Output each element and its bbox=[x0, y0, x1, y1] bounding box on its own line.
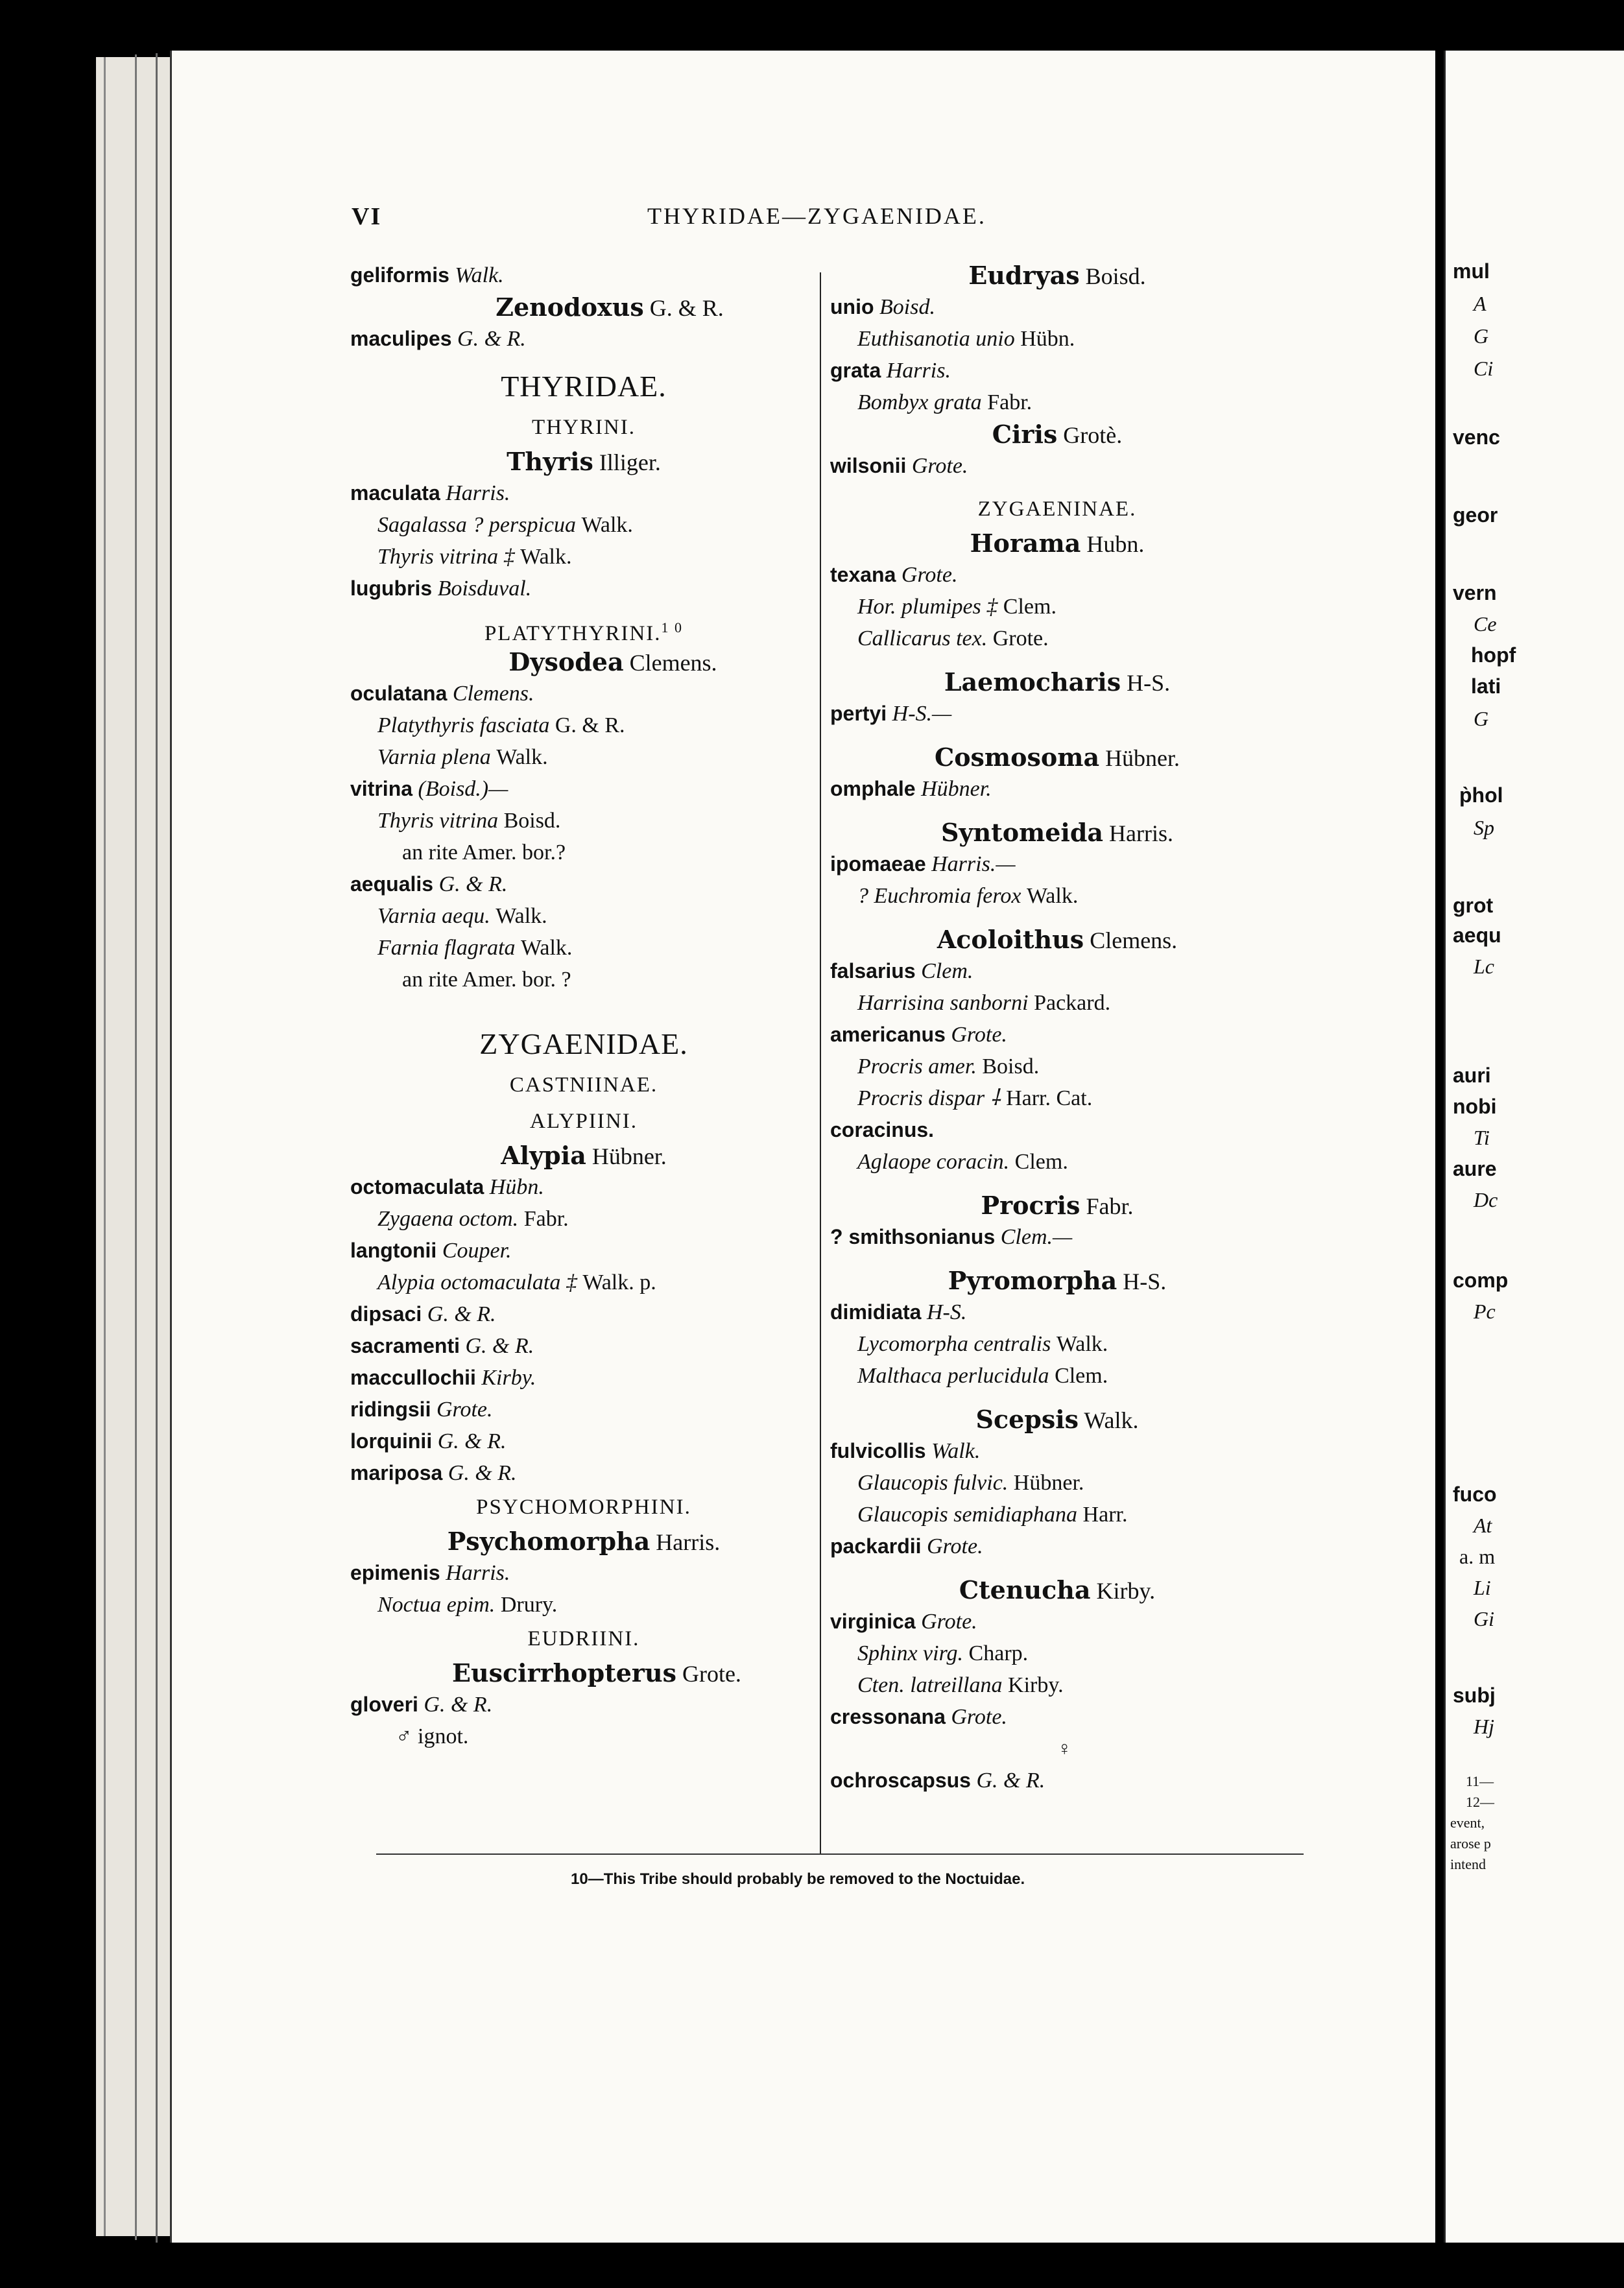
synonym-entry: Aglaope coracin. Clem. bbox=[857, 1150, 1068, 1174]
subfamily-heading: CASTNIINAE. bbox=[509, 1073, 658, 1097]
next-page-text: aequ bbox=[1453, 924, 1501, 947]
genus-heading: Syntomeida Harris. bbox=[940, 818, 1174, 847]
genus-heading: Ciris Grotè. bbox=[992, 420, 1123, 449]
species-entry: geliformis Walk. bbox=[350, 263, 504, 287]
species-entry: ridingsii Grote. bbox=[350, 1398, 493, 1422]
species-entry: ochroscapsus G. & R. bbox=[830, 1769, 1045, 1793]
synonym-entry: Glaucopis fulvic. Hübner. bbox=[857, 1471, 1084, 1495]
species-entry: fulvicollis Walk. bbox=[830, 1439, 981, 1463]
synonym-entry: Zygaena octom. Fabr. bbox=[377, 1207, 569, 1231]
next-page-text: Hj bbox=[1474, 1715, 1494, 1738]
species-entry: dipsaci G. & R. bbox=[350, 1302, 496, 1326]
tribe-heading: PSYCHOMORPHINI. bbox=[476, 1496, 691, 1519]
species-entry: coracinus. bbox=[830, 1118, 935, 1141]
next-page-text: Dc bbox=[1474, 1188, 1498, 1211]
synonym-entry: Platythyris fasciata G. & R. bbox=[377, 713, 625, 737]
species-entry: epimenis Harris. bbox=[350, 1561, 510, 1585]
next-page-text: G bbox=[1474, 324, 1489, 348]
genus-heading: Cosmosoma Hübner. bbox=[934, 743, 1180, 772]
footnote: 10—This Tribe should probably be removed to the Noctuidae. bbox=[571, 1870, 1025, 1888]
species-entry: virginica Grote. bbox=[830, 1610, 977, 1634]
species-entry: gloveri G. & R. bbox=[350, 1693, 493, 1717]
next-page-text: Li bbox=[1474, 1576, 1491, 1599]
genus-heading: Laemocharis H-S. bbox=[944, 667, 1171, 697]
next-page-text: 11— bbox=[1466, 1773, 1494, 1789]
species-entry: maccullochii Kirby. bbox=[350, 1366, 536, 1390]
synonym-entry: Noctua epim. Drury. bbox=[377, 1593, 558, 1617]
genus-heading: Dysodea Clemens. bbox=[508, 647, 717, 676]
synonym-entry: Alypia octomaculata ‡ Walk. p. bbox=[377, 1270, 656, 1294]
synonym-entry: ? Euchromia ferox Walk. bbox=[857, 884, 1079, 908]
next-page-text: Lc bbox=[1474, 955, 1494, 978]
species-entry: lugubris Boisduval. bbox=[350, 577, 532, 601]
page-stack-line bbox=[135, 54, 137, 2240]
next-page-text: p̀hol bbox=[1459, 783, 1503, 807]
synonym-entry: Procris dispar ⸸ Harr. Cat. bbox=[857, 1086, 1093, 1110]
next-page-text: G bbox=[1474, 707, 1489, 730]
genus-heading: Eudryas Boisd. bbox=[968, 261, 1146, 290]
species-entry: octomaculata Hübn. bbox=[350, 1175, 544, 1199]
next-page-text: nobi bbox=[1453, 1095, 1497, 1118]
page-stack-line bbox=[104, 57, 106, 2236]
species-entry: unio Boisd. bbox=[830, 295, 935, 319]
genus-heading: Procris Fabr. bbox=[981, 1191, 1134, 1220]
genus-heading: Ctenucha Kirby. bbox=[959, 1575, 1156, 1604]
species-entry: dimidiata H-S. bbox=[830, 1300, 967, 1324]
genus-heading: Scepsis Walk. bbox=[975, 1405, 1139, 1434]
genus-heading: Alypia Hübner. bbox=[501, 1141, 667, 1170]
subfamily-heading: ZYGAENINAE. bbox=[977, 497, 1137, 521]
species-entry: grata Harris. bbox=[830, 359, 951, 383]
species-entry: vitrina (Boisd.)— bbox=[350, 777, 508, 801]
synonym-entry: Varnia aequ. Walk. bbox=[377, 904, 547, 928]
column-divider bbox=[820, 272, 821, 1855]
species-entry: mariposa G. & R. bbox=[350, 1461, 517, 1485]
next-page-text: grot bbox=[1453, 894, 1494, 917]
genus-heading: Horama Hubn. bbox=[970, 529, 1145, 558]
next-page-text: comp bbox=[1453, 1269, 1509, 1292]
next-page-text: Ce bbox=[1474, 612, 1497, 636]
next-page-text: Gi bbox=[1474, 1607, 1494, 1630]
species-entry: langtonii Couper. bbox=[350, 1239, 512, 1263]
next-page-text: fuco bbox=[1453, 1483, 1497, 1506]
tribe-heading: EUDRIINI. bbox=[527, 1627, 640, 1650]
synonym-entry: Thyris vitrina Boisd. bbox=[377, 809, 561, 833]
next-page-text: Sp bbox=[1474, 816, 1494, 839]
species-entry: sacramenti G. & R. bbox=[350, 1334, 534, 1358]
synonym-entry: Hor. plumipes ‡ Clem. bbox=[857, 595, 1057, 619]
synonym-entry: Farnia flagrata Walk. bbox=[377, 936, 573, 960]
species-entry: maculata Harris. bbox=[350, 481, 510, 505]
synonym-entry: Callicarus tex. Grote. bbox=[857, 626, 1049, 650]
species-entry: ? smithsonianus Clem.— bbox=[830, 1225, 1073, 1249]
next-page-text: vern bbox=[1453, 581, 1497, 604]
next-page-text: subj bbox=[1453, 1684, 1496, 1707]
next-page-text: a. m bbox=[1459, 1545, 1496, 1568]
species-entry: americanus Grote. bbox=[830, 1023, 1007, 1047]
family-heading: THYRIDAE. bbox=[501, 370, 667, 403]
species-entry: pertyi H-S.— bbox=[830, 702, 952, 726]
next-page-text: intend bbox=[1450, 1856, 1486, 1872]
synonym-entry: Malthaca perlucidula Clem. bbox=[857, 1364, 1108, 1388]
family-heading: ZYGAENIDAE. bbox=[479, 1027, 688, 1060]
genus-heading: Psychomorpha Harris. bbox=[447, 1527, 721, 1556]
synonym-entry: Varnia plena Walk. bbox=[377, 745, 548, 769]
species-entry: maculipes G. & R. bbox=[350, 327, 526, 351]
running-head: THYRIDAE—ZYGAENIDAE. bbox=[647, 203, 986, 229]
next-page-text: lati bbox=[1471, 674, 1501, 698]
next-page-text: arose p bbox=[1450, 1835, 1491, 1852]
species-entry: cressonana Grote. bbox=[830, 1705, 1007, 1729]
note-line: ♂ ignot. bbox=[396, 1724, 469, 1748]
next-page-text: At bbox=[1474, 1514, 1492, 1537]
next-page-text: hopf bbox=[1471, 643, 1516, 667]
next-page-text: aure bbox=[1453, 1157, 1497, 1180]
synonym-entry: Euthisanotia unio Hübn. bbox=[857, 327, 1075, 351]
next-page-text: 12— bbox=[1466, 1794, 1494, 1810]
next-page-fragment bbox=[1444, 51, 1624, 2243]
footnote-marker: 1 0 bbox=[661, 619, 684, 636]
species-entry: lorquinii G. & R. bbox=[350, 1429, 507, 1453]
next-page-text: A bbox=[1474, 292, 1487, 315]
note-line: an rite Amer. bor.? bbox=[402, 840, 566, 864]
synonym-entry: Sagalassa ? perspicua Walk. bbox=[377, 513, 633, 537]
genus-heading: Thyris Illiger. bbox=[507, 447, 661, 476]
next-page-text: Ti bbox=[1474, 1126, 1490, 1149]
tribe-heading: THYRINI. bbox=[532, 416, 636, 439]
synonym-entry: Procris amer. Boisd. bbox=[857, 1055, 1040, 1078]
next-page-text: auri bbox=[1453, 1064, 1491, 1087]
next-page-text: mul bbox=[1453, 259, 1490, 283]
right-column bbox=[830, 259, 1284, 1796]
species-entry: texana Grote. bbox=[830, 563, 958, 587]
synonym-entry: Thyris vitrina ‡ Walk. bbox=[377, 545, 572, 569]
page-stack-line bbox=[156, 53, 158, 2243]
species-entry: wilsonii Grote. bbox=[830, 454, 968, 478]
species-entry: ipomaeae Harris.— bbox=[830, 852, 1016, 876]
species-entry: packardii Grote. bbox=[830, 1534, 983, 1558]
tribe-heading: ALYPIINI. bbox=[530, 1110, 638, 1133]
next-page-text: geor bbox=[1453, 503, 1498, 527]
page-number: VI bbox=[352, 203, 382, 230]
synonym-entry: Lycomorpha centralis Walk. bbox=[857, 1332, 1108, 1356]
genus-heading: Euscirrhopterus Grote. bbox=[452, 1658, 741, 1687]
species-entry: aequalis G. & R. bbox=[350, 872, 508, 896]
synonym-entry: Cten. latreillana Kirby. bbox=[857, 1673, 1064, 1697]
species-entry: falsarius Clem. bbox=[830, 959, 973, 983]
next-page-text: Pc bbox=[1474, 1300, 1496, 1323]
next-page-text: event, bbox=[1450, 1815, 1485, 1831]
synonym-entry: Harrisina sanborni Packard. bbox=[857, 991, 1111, 1015]
genus-heading: Zenodoxus G. & R. bbox=[496, 292, 724, 322]
synonym-entry: Bombyx grata Fabr. bbox=[857, 390, 1033, 414]
synonym-entry: Sphinx virg. Charp. bbox=[857, 1641, 1029, 1665]
left-column bbox=[350, 259, 817, 1752]
species-entry: oculatana Clemens. bbox=[350, 682, 534, 706]
genus-heading: Acoloithus Clemens. bbox=[937, 925, 1178, 954]
species-entry: omphale Hübner. bbox=[830, 777, 992, 801]
sex-symbol: ♀ bbox=[1057, 1738, 1072, 1759]
tribe-heading: PLATYTHYRINI.$^{1 0}$ bbox=[484, 619, 684, 645]
footnote-rule bbox=[376, 1853, 1304, 1855]
synonym-entry: Glaucopis semidiaphana Harr. bbox=[857, 1503, 1128, 1527]
next-page-text: venc bbox=[1453, 425, 1500, 449]
next-page-text: Ci bbox=[1474, 357, 1494, 380]
genus-heading: Pyromorpha H-S. bbox=[948, 1266, 1167, 1295]
note-line: an rite Amer. bor. ? bbox=[402, 968, 571, 992]
